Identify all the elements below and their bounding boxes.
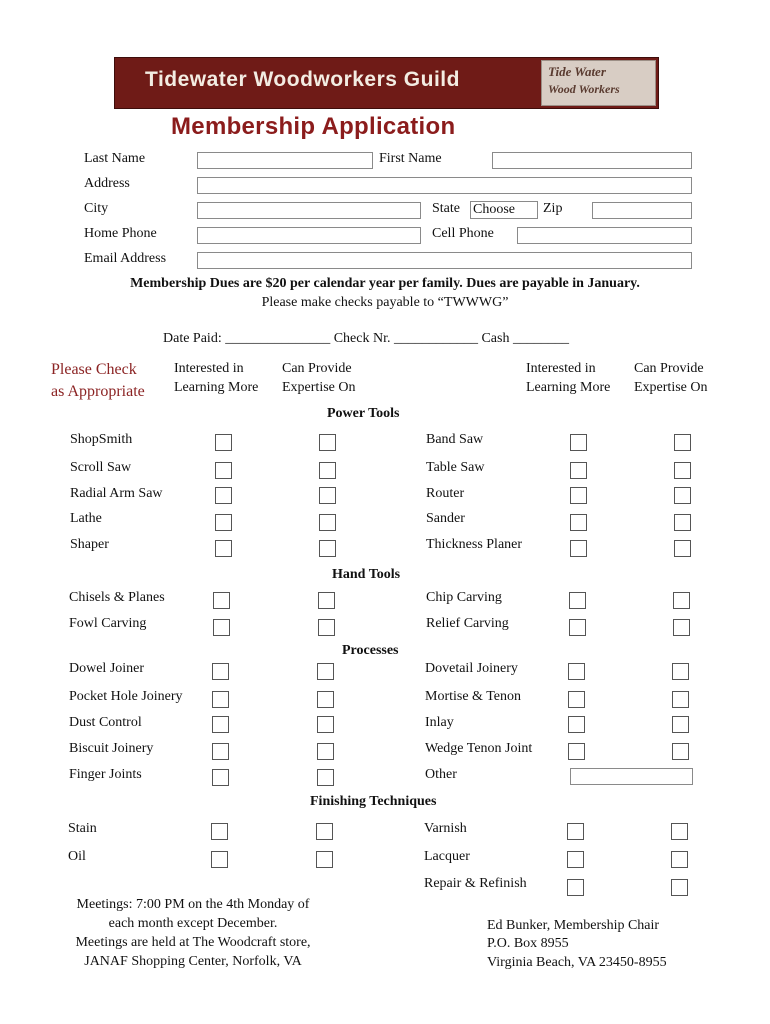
- payment-record-line: Date Paid: _______________ Check Nr. ____________ Cash ________: [163, 331, 569, 346]
- inlay-expertise-checkbox[interactable]: [672, 716, 689, 733]
- radial-arm-saw-interested-checkbox[interactable]: [215, 487, 232, 504]
- dovetail-joinery-interested-checkbox[interactable]: [568, 663, 585, 680]
- chisels-planes-expertise-checkbox[interactable]: [318, 592, 335, 609]
- state-label: State: [432, 201, 460, 216]
- item-table-saw: Table Saw: [426, 460, 485, 475]
- sander-interested-checkbox[interactable]: [570, 514, 587, 531]
- item-radial-arm-saw: Radial Arm Saw: [70, 486, 163, 501]
- email-field[interactable]: [197, 252, 692, 269]
- item-other: Other: [425, 767, 457, 782]
- zip-field[interactable]: [592, 202, 692, 219]
- item-band-saw: Band Saw: [426, 432, 484, 447]
- band-saw-expertise-checkbox[interactable]: [674, 434, 691, 451]
- contact-line-1: Ed Bunker, Membership Chair: [487, 918, 660, 933]
- meetings-line-2: each month except December.: [108, 916, 278, 931]
- guild-logo: [541, 60, 656, 106]
- router-interested-checkbox[interactable]: [570, 487, 587, 504]
- stain-expertise-checkbox[interactable]: [316, 823, 333, 840]
- chip-carving-interested-checkbox[interactable]: [569, 592, 586, 609]
- item-router: Router: [426, 486, 465, 501]
- finger-joints-interested-checkbox[interactable]: [212, 769, 229, 786]
- item-dowel-joiner: Dowel Joiner: [69, 661, 145, 676]
- oil-expertise-checkbox[interactable]: [316, 851, 333, 868]
- item-relief-carving: Relief Carving: [426, 616, 509, 631]
- check-payable-note: Please make checks payable to “TWWWG”: [261, 295, 509, 310]
- city-label: City: [84, 201, 109, 216]
- cell-phone-label: Cell Phone: [432, 226, 494, 241]
- chip-carving-expertise-checkbox[interactable]: [673, 592, 690, 609]
- contact-line-2: P.O. Box 8955: [487, 936, 569, 951]
- meetings-line-3: Meetings are held at The Woodcraft store,: [75, 935, 311, 950]
- biscuit-joinery-interested-checkbox[interactable]: [212, 743, 229, 760]
- zip-label: Zip: [543, 201, 563, 216]
- item-finger-joints: Finger Joints: [69, 767, 142, 782]
- interested-header-left-1: Interested in: [174, 361, 244, 376]
- dues-statement: Membership Dues are $20 per calendar year per family. Dues are payable in January.: [130, 276, 640, 291]
- section-processes: Processes: [342, 643, 399, 658]
- dowel-joiner-expertise-checkbox[interactable]: [317, 663, 334, 680]
- address-field[interactable]: [197, 177, 692, 194]
- sander-expertise-checkbox[interactable]: [674, 514, 691, 531]
- dust-control-expertise-checkbox[interactable]: [317, 716, 334, 733]
- dowel-joiner-interested-checkbox[interactable]: [212, 663, 229, 680]
- item-lacquer: Lacquer: [424, 849, 470, 864]
- lacquer-expertise-checkbox[interactable]: [671, 851, 688, 868]
- item-oil: Oil: [68, 849, 86, 864]
- pocket-hole-expertise-checkbox[interactable]: [317, 691, 334, 708]
- varnish-expertise-checkbox[interactable]: [671, 823, 688, 840]
- item-wedge-tenon-joint: Wedge Tenon Joint: [425, 741, 533, 756]
- inlay-interested-checkbox[interactable]: [568, 716, 585, 733]
- meetings-line-1: Meetings: 7:00 PM on the 4th Monday of: [76, 897, 310, 912]
- mortise-tenon-expertise-checkbox[interactable]: [672, 691, 689, 708]
- section-power-tools: Power Tools: [327, 406, 400, 421]
- interested-header-right-1: Interested in: [526, 361, 596, 376]
- other-process-field[interactable]: [570, 768, 693, 785]
- repair-refinish-expertise-checkbox[interactable]: [671, 879, 688, 896]
- wedge-tenon-interested-checkbox[interactable]: [568, 743, 585, 760]
- fowl-carving-interested-checkbox[interactable]: [213, 619, 230, 636]
- item-mortise-tenon: Mortise & Tenon: [425, 689, 521, 704]
- thickness-planer-expertise-checkbox[interactable]: [674, 540, 691, 557]
- table-saw-interested-checkbox[interactable]: [570, 462, 587, 479]
- interested-header-right-2: Learning More: [526, 380, 611, 395]
- expertise-header-left-2: Expertise On: [282, 380, 356, 395]
- interested-header-left-2: Learning More: [174, 380, 259, 395]
- lathe-interested-checkbox[interactable]: [215, 514, 232, 531]
- shaper-expertise-checkbox[interactable]: [319, 540, 336, 557]
- wedge-tenon-expertise-checkbox[interactable]: [672, 743, 689, 760]
- scroll-saw-expertise-checkbox[interactable]: [319, 462, 336, 479]
- meetings-line-4: JANAF Shopping Center, Norfolk, VA: [84, 954, 302, 969]
- router-expertise-checkbox[interactable]: [674, 487, 691, 504]
- dust-control-interested-checkbox[interactable]: [212, 716, 229, 733]
- item-dovetail-joinery: Dovetail Joinery: [425, 661, 518, 676]
- cell-phone-field[interactable]: [517, 227, 692, 244]
- item-shopsmith: ShopSmith: [70, 432, 133, 447]
- last-name-field[interactable]: [197, 152, 373, 169]
- state-select[interactable]: Choose: [470, 201, 538, 219]
- repair-refinish-interested-checkbox[interactable]: [567, 879, 584, 896]
- fowl-carving-expertise-checkbox[interactable]: [318, 619, 335, 636]
- pocket-hole-interested-checkbox[interactable]: [212, 691, 229, 708]
- item-fowl-carving: Fowl Carving: [69, 616, 147, 631]
- expertise-header-right-2: Expertise On: [634, 380, 708, 395]
- guild-banner: [114, 57, 659, 109]
- first-name-field[interactable]: [492, 152, 692, 169]
- band-saw-interested-checkbox[interactable]: [570, 434, 587, 451]
- finger-joints-expertise-checkbox[interactable]: [317, 769, 334, 786]
- oil-interested-checkbox[interactable]: [211, 851, 228, 868]
- lacquer-interested-checkbox[interactable]: [567, 851, 584, 868]
- shaper-interested-checkbox[interactable]: [215, 540, 232, 557]
- radial-arm-saw-expertise-checkbox[interactable]: [319, 487, 336, 504]
- item-shaper: Shaper: [70, 537, 109, 552]
- section-hand-tools: Hand Tools: [332, 567, 401, 582]
- thickness-planer-interested-checkbox[interactable]: [570, 540, 587, 557]
- varnish-interested-checkbox[interactable]: [567, 823, 584, 840]
- relief-carving-expertise-checkbox[interactable]: [673, 619, 690, 636]
- stain-interested-checkbox[interactable]: [211, 823, 228, 840]
- first-name-label: First Name: [379, 151, 442, 166]
- dovetail-joinery-expertise-checkbox[interactable]: [672, 663, 689, 680]
- shopsmith-interested-checkbox[interactable]: [215, 434, 232, 451]
- item-inlay: Inlay: [425, 715, 454, 730]
- item-lathe: Lathe: [70, 511, 102, 526]
- shopsmith-expertise-checkbox[interactable]: [319, 434, 336, 451]
- item-scroll-saw: Scroll Saw: [70, 460, 132, 475]
- expertise-header-left-1: Can Provide: [282, 361, 352, 376]
- last-name-label: Last Name: [84, 151, 146, 166]
- address-label: Address: [84, 176, 130, 191]
- mortise-tenon-interested-checkbox[interactable]: [568, 691, 585, 708]
- scroll-saw-interested-checkbox[interactable]: [215, 462, 232, 479]
- item-thickness-planer: Thickness Planer: [426, 537, 523, 552]
- item-biscuit-joinery: Biscuit Joinery: [69, 741, 154, 756]
- email-label: Email Address: [84, 251, 167, 266]
- section-finishing-techniques: Finishing Techniques: [310, 794, 437, 809]
- item-dust-control: Dust Control: [69, 715, 142, 730]
- item-sander: Sander: [426, 511, 465, 526]
- chisels-planes-interested-checkbox[interactable]: [213, 592, 230, 609]
- item-pocket-hole-joinery: Pocket Hole Joinery: [69, 689, 183, 704]
- home-phone-label: Home Phone: [84, 226, 157, 241]
- guild-name: Tidewater Woodworkers Guild: [145, 68, 460, 91]
- logo-line-2: Wood Workers: [548, 82, 620, 96]
- logo-line-1: Tide Water: [548, 64, 606, 79]
- item-repair-refinish: Repair & Refinish: [424, 876, 527, 891]
- lathe-expertise-checkbox[interactable]: [319, 514, 336, 531]
- table-saw-expertise-checkbox[interactable]: [674, 462, 691, 479]
- item-chisels-planes: Chisels & Planes: [69, 590, 165, 605]
- form-title: Membership Application: [171, 113, 456, 140]
- item-stain: Stain: [68, 821, 97, 836]
- home-phone-field[interactable]: [197, 227, 421, 244]
- item-chip-carving: Chip Carving: [426, 590, 502, 605]
- expertise-header-right-1: Can Provide: [634, 361, 704, 376]
- biscuit-joinery-expertise-checkbox[interactable]: [317, 743, 334, 760]
- relief-carving-interested-checkbox[interactable]: [569, 619, 586, 636]
- contact-line-3: Virginia Beach, VA 23450-8955: [487, 955, 667, 970]
- city-field[interactable]: [197, 202, 421, 219]
- item-varnish: Varnish: [424, 821, 467, 836]
- as-appropriate-heading: as Appropriate: [51, 383, 145, 400]
- please-check-heading: Please Check: [51, 361, 137, 378]
